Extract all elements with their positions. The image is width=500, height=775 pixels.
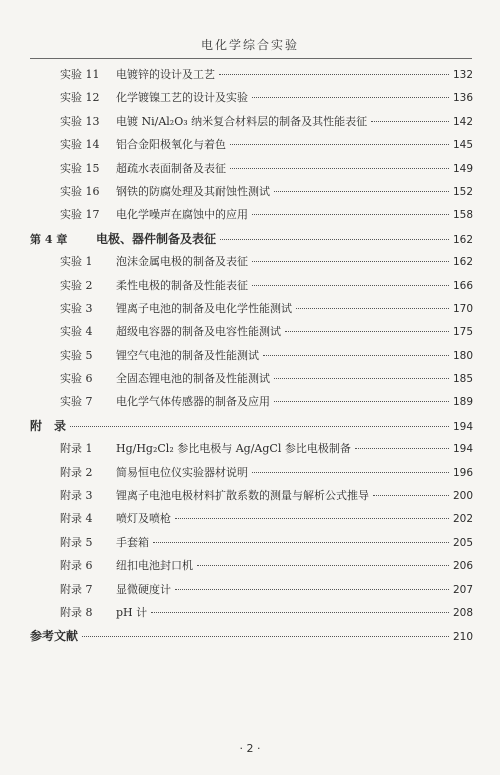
entry-number: 实验 5 — [60, 348, 93, 362]
entry-page-number: 202 — [452, 513, 473, 526]
toc-entry[interactable] — [30, 277, 473, 300]
dot-leader — [252, 472, 449, 473]
entry-title: 手套箱 — [116, 535, 149, 549]
dot-leader — [252, 97, 449, 98]
entry-number: 实验 4 — [60, 325, 93, 339]
entry-number: 附录 2 — [60, 465, 93, 479]
entry-page-number: 136 — [452, 92, 473, 105]
dot-leader — [252, 285, 449, 286]
entry-page-number: 180 — [452, 349, 473, 362]
entry-number: 附录 5 — [60, 535, 93, 549]
entry-number: 实验 12 — [60, 91, 100, 105]
table-of-contents — [30, 66, 473, 651]
entry-page-number: 194 — [452, 420, 473, 433]
entry-number: 实验 2 — [60, 278, 93, 292]
entry-title: 纽扣电池封口机 — [116, 559, 193, 573]
toc-entry[interactable] — [30, 323, 473, 346]
dot-leader — [230, 168, 449, 169]
entry-number: 第 4 章 — [30, 232, 68, 246]
header-rule — [30, 58, 472, 59]
toc-entry[interactable] — [30, 300, 473, 323]
dot-leader — [274, 191, 449, 192]
entry-number: 实验 15 — [60, 161, 100, 175]
dot-leader — [285, 331, 449, 332]
entry-page-number: 149 — [452, 162, 473, 175]
entry-page-number: 196 — [452, 466, 473, 479]
entry-title: 锂离子电池的制备及电化学性能测试 — [116, 301, 292, 315]
entry-page-number: 208 — [452, 606, 473, 619]
toc-entry[interactable] — [30, 160, 473, 183]
dot-leader — [175, 518, 449, 519]
entry-page-number: 145 — [452, 139, 473, 152]
entry-number: 附录 1 — [60, 442, 93, 456]
dot-leader — [151, 612, 449, 613]
entry-title: 超疏水表面制备及表征 — [116, 161, 226, 175]
dot-leader — [220, 239, 449, 240]
entry-title: 附 录 — [30, 418, 67, 433]
entry-title: 柔性电极的制备及性能表征 — [116, 278, 248, 292]
entry-page-number: 158 — [452, 209, 473, 222]
entry-number: 实验 13 — [60, 114, 100, 128]
dot-leader — [371, 121, 449, 122]
toc-entry[interactable] — [30, 253, 473, 276]
entry-number: 实验 6 — [60, 372, 93, 386]
entry-page-number: 142 — [452, 115, 473, 128]
toc-entry[interactable] — [30, 370, 473, 393]
dot-leader — [153, 542, 449, 543]
entry-page-number: 170 — [452, 302, 473, 315]
page-number: · 2 · — [239, 742, 261, 755]
entry-title: 喷灯及喷枪 — [116, 512, 171, 526]
dot-leader — [274, 378, 449, 379]
dot-leader — [230, 144, 449, 145]
entry-number: 实验 16 — [60, 184, 100, 198]
entry-title: 化学镀镍工艺的设计及实验 — [116, 91, 248, 105]
toc-heading[interactable] — [30, 417, 473, 440]
toc-entry[interactable] — [30, 604, 473, 627]
toc-entry[interactable] — [30, 557, 473, 580]
toc-entry[interactable] — [30, 347, 473, 370]
entry-page-number: 162 — [452, 233, 473, 246]
running-header: 电化学综合实验 — [200, 38, 299, 52]
entry-number: 附录 8 — [60, 605, 93, 619]
toc-heading[interactable] — [30, 627, 473, 650]
entry-page-number: 205 — [452, 536, 473, 549]
toc-entry[interactable] — [30, 440, 473, 463]
dot-leader — [82, 636, 449, 637]
entry-number: 附录 7 — [60, 582, 93, 596]
entry-number: 实验 1 — [60, 255, 93, 269]
toc-entry[interactable] — [30, 136, 473, 159]
dot-leader — [175, 589, 449, 590]
entry-title: pH 计 — [116, 605, 148, 619]
entry-title: 铝合金阳极氧化与着色 — [116, 138, 226, 152]
entry-page-number: 206 — [452, 560, 473, 573]
entry-page-number: 207 — [452, 583, 473, 596]
entry-page-number: 152 — [452, 185, 473, 198]
toc-entry[interactable] — [30, 89, 473, 112]
entry-title: 电镀锌的设计及工艺 — [116, 68, 215, 81]
toc-entry[interactable] — [30, 206, 473, 229]
toc-entry[interactable] — [30, 66, 473, 89]
entry-number: 实验 3 — [60, 301, 93, 315]
entry-number: 实验 14 — [60, 138, 100, 152]
entry-number: 附录 6 — [60, 559, 93, 573]
dot-leader — [274, 401, 449, 402]
entry-title: 全固态锂电池的制备及性能测试 — [116, 372, 270, 386]
toc-heading[interactable] — [30, 230, 473, 253]
toc-entry[interactable] — [30, 183, 473, 206]
entry-title: 电化学噪声在腐蚀中的应用 — [116, 208, 248, 222]
entry-title: 显微硬度计 — [116, 582, 171, 596]
entry-page-number: 132 — [452, 69, 473, 81]
dot-leader — [197, 565, 449, 566]
entry-title: 参考文献 — [30, 629, 79, 644]
toc-entry[interactable] — [30, 581, 473, 604]
dot-leader — [252, 214, 449, 215]
entry-page-number: 189 — [452, 396, 473, 409]
entry-title: 锂离子电池电极材料扩散系数的测量与解析公式推导 — [116, 489, 369, 503]
entry-page-number: 162 — [452, 256, 473, 269]
toc-entry[interactable] — [30, 487, 473, 510]
entry-number: 实验 7 — [60, 395, 93, 409]
dot-leader — [252, 261, 449, 262]
dot-leader — [296, 308, 449, 309]
entry-number: 实验 11 — [60, 68, 100, 81]
entry-number: 实验 17 — [60, 208, 100, 222]
toc-entry[interactable] — [30, 464, 473, 487]
toc-entry[interactable] — [30, 510, 473, 533]
toc-entry[interactable] — [30, 113, 473, 136]
entry-page-number: 166 — [452, 279, 473, 292]
entry-title: 简易恒电位仪实验器材说明 — [116, 465, 248, 479]
toc-entry[interactable] — [30, 534, 473, 557]
entry-page-number: 200 — [452, 490, 473, 503]
entry-page-number: 210 — [452, 631, 473, 644]
entry-page-number: 194 — [452, 443, 473, 456]
entry-title: 电镀 Ni/Al₂O₃ 纳米复合材料层的制备及其性能表征 — [116, 114, 368, 128]
entry-title: 锂空气电池的制备及性能测试 — [116, 348, 259, 362]
entry-title: 超级电容器的制备及电容性能测试 — [116, 325, 281, 339]
dot-leader — [263, 355, 449, 356]
dot-leader — [70, 426, 449, 427]
entry-title: 电极、器件制备及表征 — [96, 231, 217, 246]
entry-number: 附录 4 — [60, 512, 93, 526]
entry-title: 泡沫金属电极的制备及表征 — [116, 255, 248, 269]
dot-leader — [219, 74, 449, 75]
entry-page-number: 185 — [452, 373, 473, 386]
entry-title: 电化学气体传感器的制备及应用 — [116, 395, 270, 409]
dot-leader — [355, 448, 449, 449]
dot-leader — [373, 495, 449, 496]
entry-title: Hg/Hg₂Cl₂ 参比电极与 Ag/AgCl 参比电极制备 — [116, 442, 351, 456]
toc-entry[interactable] — [30, 393, 473, 416]
entry-page-number: 175 — [452, 326, 473, 339]
entry-title: 钢铁的防腐处理及其耐蚀性测试 — [116, 184, 270, 198]
entry-number: 附录 3 — [60, 489, 93, 503]
